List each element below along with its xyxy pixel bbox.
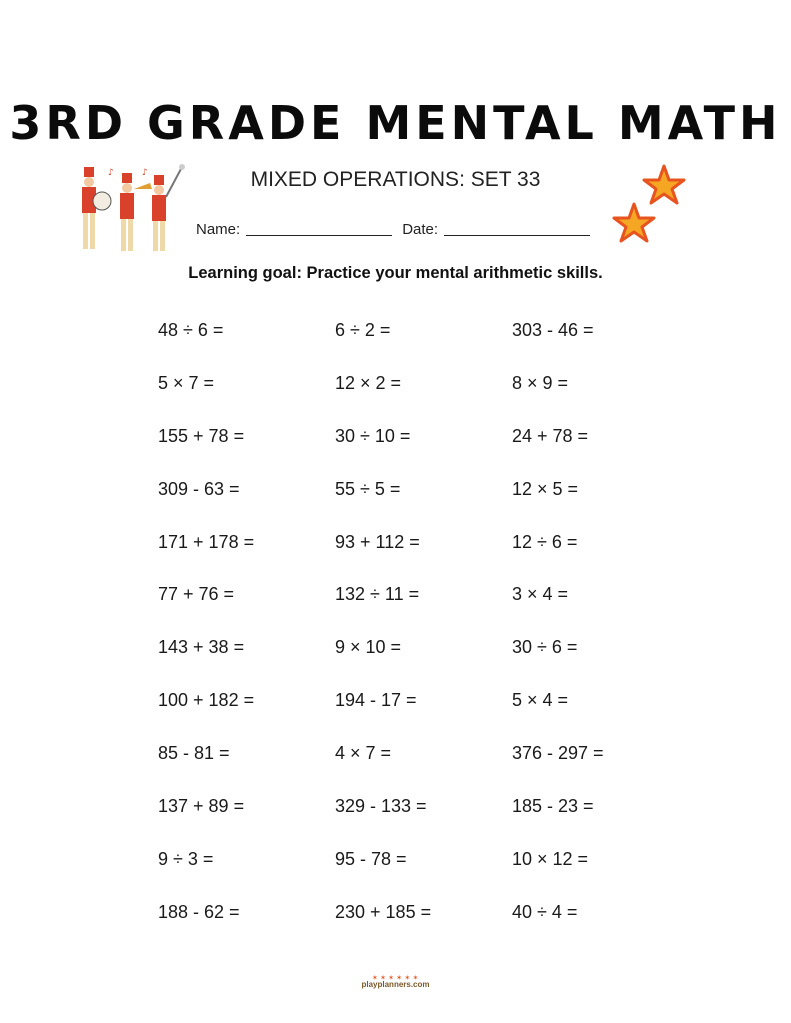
math-problem: 85 - 81 = [158,743,230,764]
svg-text:✶ ✶ ✶ ✶ ✶ ✶: ✶ ✶ ✶ ✶ ✶ ✶ [372,974,419,982]
math-problem: 194 - 17 = [335,690,417,711]
math-problem: 143 + 38 = [158,637,245,658]
name-date-fields [196,216,600,238]
math-problem: 155 + 78 = [158,425,245,446]
math-problem: 303 - 46 = [512,320,594,340]
math-problem: 9 ÷ 3 = [158,848,214,869]
problem-grid [158,318,678,953]
math-problem: 8 × 9 = [512,372,569,393]
math-problem: 95 - 78 = [335,848,407,869]
math-problem: 132 ÷ 11 = [335,584,420,605]
math-problem: 230 + 185 = [335,901,432,922]
math-problem: 55 ÷ 5 = [335,478,401,499]
math-problem: 3 × 4 = [512,584,569,605]
math-problem: 6 ÷ 2 = [335,320,391,340]
footer-site-name: playplanners.com [361,980,430,989]
math-problem: 171 + 178 = [158,531,255,552]
name-field[interactable] [246,220,392,236]
math-problem: 4 × 7 = [335,743,392,764]
math-problem: 12 × 2 = [335,372,402,393]
math-problem: 376 - 297 = [512,743,604,764]
math-problem: 10 × 12 = [512,848,589,869]
math-problem: 5 × 7 = [158,372,215,393]
date-label: Date: [402,221,439,238]
math-problem: 93 + 112 = [335,531,420,552]
math-problem: 12 × 5 = [512,478,579,499]
learning-goal: Learning goal: Practice your mental arithmetic skills. [188,264,603,282]
math-problem: 185 - 23 = [512,796,594,817]
page-subtitle: MIXED OPERATIONS: SET 33 [250,168,541,191]
math-problem: 137 + 89 = [158,796,245,817]
math-problem: 100 + 182 = [158,690,255,711]
math-problem: 329 - 133 = [335,796,427,817]
svg-text:♪: ♪ [142,168,148,178]
math-problem: 12 ÷ 6 = [512,531,578,552]
svg-text:♪: ♪ [108,168,114,178]
math-problem: 309 - 63 = [158,478,240,499]
math-problem: 77 + 76 = [158,584,235,605]
math-problem: 30 ÷ 6 = [512,637,578,658]
math-problem: 30 ÷ 10 = [335,425,411,446]
star-icon [610,162,690,252]
math-problem: 9 × 10 = [335,637,402,658]
math-problem: 24 + 78 = [512,425,589,446]
math-problem: 40 ÷ 4 = [512,901,578,922]
name-label: Name: [196,221,241,238]
math-problem: 48 ÷ 6 = [158,320,224,340]
math-problem: 188 - 62 = [158,901,240,922]
date-field[interactable] [444,220,590,236]
math-problem: 5 × 4 = [512,690,569,711]
page-title: 3RD GRADE MENTAL MATH [9,96,782,150]
